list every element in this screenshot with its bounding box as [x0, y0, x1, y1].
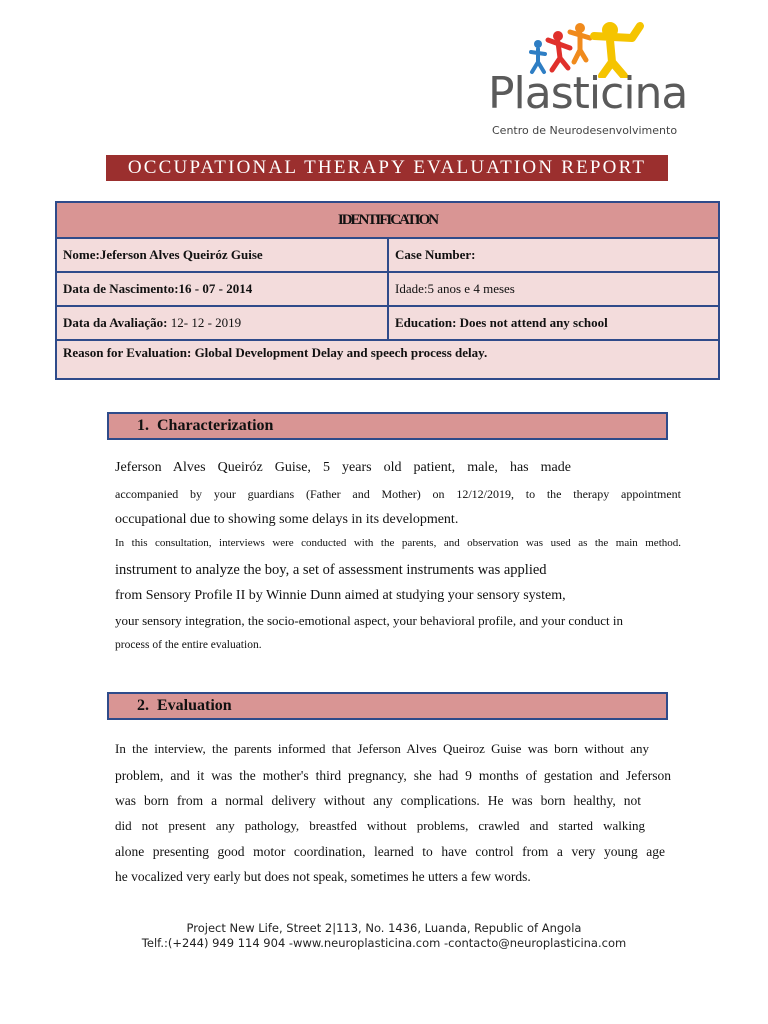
evaluation-date-value: 12- 12 - 2019 [167, 315, 242, 330]
text-line: he vocalized very early but does not speak, sometimes he utters a few words. [115, 869, 531, 884]
section-number: 1. [137, 417, 149, 434]
evaluation-date-cell [57, 307, 389, 339]
text-line: instrument to analyze the boy, a set of assessment instruments was applied [115, 562, 547, 578]
text-line: accompanied by your guardians (Father and Mother) on 12/12/2019, to the therapy appointment [115, 487, 681, 501]
section-number: 2. [137, 697, 149, 714]
text-line: In the interview, the parents informed that Jeferson Alves Queiroz Guise was born without any [115, 741, 649, 756]
report-title: OCCUPATIONAL THERAPY EVALUATION REPORT [106, 155, 668, 181]
evaluation-reason: Reason for Evaluation: Global Development Delay and speech process delay. [63, 345, 488, 360]
text-line: occupational due to showing some delays in its development. [115, 512, 459, 527]
characterization-paragraph [115, 460, 681, 660]
identification-header: IDENTIFICATION [57, 203, 718, 237]
text-line: your sensory integration, the socio-emotional aspect, your behavioral profile, and your conduct in [115, 613, 623, 628]
plasticina-logo [488, 18, 688, 137]
footer-address: Project New Life, Street 2|113, No. 1436, Luanda, Republic of Angola [186, 921, 582, 935]
education: Education: Does not attend any school [395, 315, 608, 330]
footer-contact: Telf.:(+244) 949 114 904 -www.neuroplasticina.com -contacto@neuroplasticina.com [141, 936, 627, 950]
section-heading-evaluation [107, 692, 668, 720]
identification-table [55, 201, 720, 380]
logo-subtitle: Centro de Neurodesenvolvimento [492, 124, 678, 137]
text-line: was born from a normal delivery without any complications. He was born healthy, not [115, 793, 641, 808]
patient-age: Idade:5 anos e 4 meses [395, 281, 515, 296]
text-line: In this consultation, interviews were conducted with the parents, and observation was used as the main method. [115, 537, 681, 549]
section-title: Evaluation [157, 697, 232, 714]
text-line: Jeferson Alves Queiróz Guise, 5 years old patient, male, has made [115, 460, 571, 475]
table-row [57, 307, 718, 341]
text-line: did not present any pathology, breastfed without problems, crawled and started walking [115, 818, 645, 833]
text-line: process of the entire evaluation. [115, 639, 262, 651]
text-line: alone presenting good motor coordination, learned to have control from a very young age [115, 844, 665, 859]
table-row [57, 239, 718, 273]
text-line: from Sensory Profile II by Winnie Dunn aimed at studying your sensory system, [115, 588, 566, 603]
birth-date: Data de Nascimento:16 - 07 - 2014 [57, 273, 389, 305]
table-row [57, 341, 718, 378]
patient-name: Nome:Jeferson Alves Queiróz Guise [57, 239, 389, 271]
logo-wordmark: Plasticina [488, 68, 688, 119]
section-title: Characterization [157, 417, 274, 434]
evaluation-date-label: Data da Avaliação: [63, 315, 168, 330]
evaluation-paragraph [115, 741, 681, 891]
case-number: Case Number: [395, 247, 476, 262]
text-line: problem, and it was the mother's third pregnancy, she had 9 months of gestation and Jeferson [115, 768, 671, 783]
section-heading-characterization [107, 412, 668, 440]
table-row [57, 273, 718, 307]
